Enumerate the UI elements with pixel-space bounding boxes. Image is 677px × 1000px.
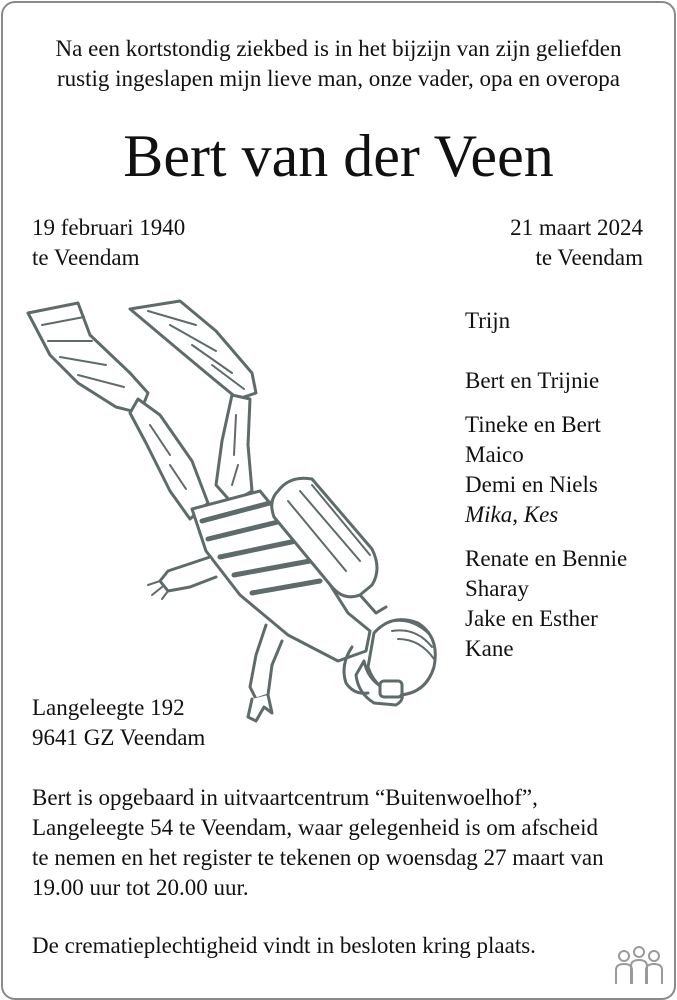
death-date: 21 maart 2024 [510,215,643,240]
address-street: Langeleegte 192 [32,695,185,720]
people-group-logo-icon [612,944,666,988]
message-line-3: te nemen en het register te tekenen op woensdag 27 maart van [32,845,604,870]
deceased-name: Bert van der Veen [123,123,554,189]
intro-line-1: Na een kortstondig ziekbed is in het bijzijn van zijn geliefden [55,36,622,61]
family-grandchild: Maico [465,442,524,467]
family-grandchild: Demi en Niels [465,472,598,497]
family-grandchild: Jake en Esther [465,606,598,631]
message-line-4: 19.00 uur tot 20.00 uur. [32,875,249,900]
family-child-2: Tineke en Bert [465,412,601,437]
correspondence-address [32,693,205,753]
family-spouse: Trijn [465,308,511,333]
death-info [510,213,643,273]
message-line-1: Bert is opgebaard in uitvaartcentrum “Buitenwoelhof”, [32,785,538,810]
intro-line-2: rustig ingeslapen mijn lieve man, onze vader, opa en overopa [56,66,621,91]
message-line-2: Langeleegte 54 te Veendam, waar gelegenheid is om afscheid [32,815,599,840]
address-postal-city: 9641 GZ Veendam [32,725,206,750]
family-grandchild: Kane [465,636,514,661]
death-place: te Veendam [535,245,643,270]
family-great-grandchildren: Mika, Kes [465,502,559,527]
birth-place: te Veendam [32,245,140,270]
viewing-message [32,783,604,903]
family-list [465,306,627,664]
birth-date: 19 februari 1940 [32,215,186,240]
closing-text: De crematieplechtigheid vindt in besloten kring plaats. [32,933,536,958]
family-child-3: Renate en Bennie [465,546,628,571]
family-child-1: Bert en Trijnie [465,368,600,393]
family-grandchild: Sharay [465,576,529,601]
scuba-diver-illustration [20,295,450,755]
birth-info [32,213,185,273]
intro-text [0,34,677,94]
